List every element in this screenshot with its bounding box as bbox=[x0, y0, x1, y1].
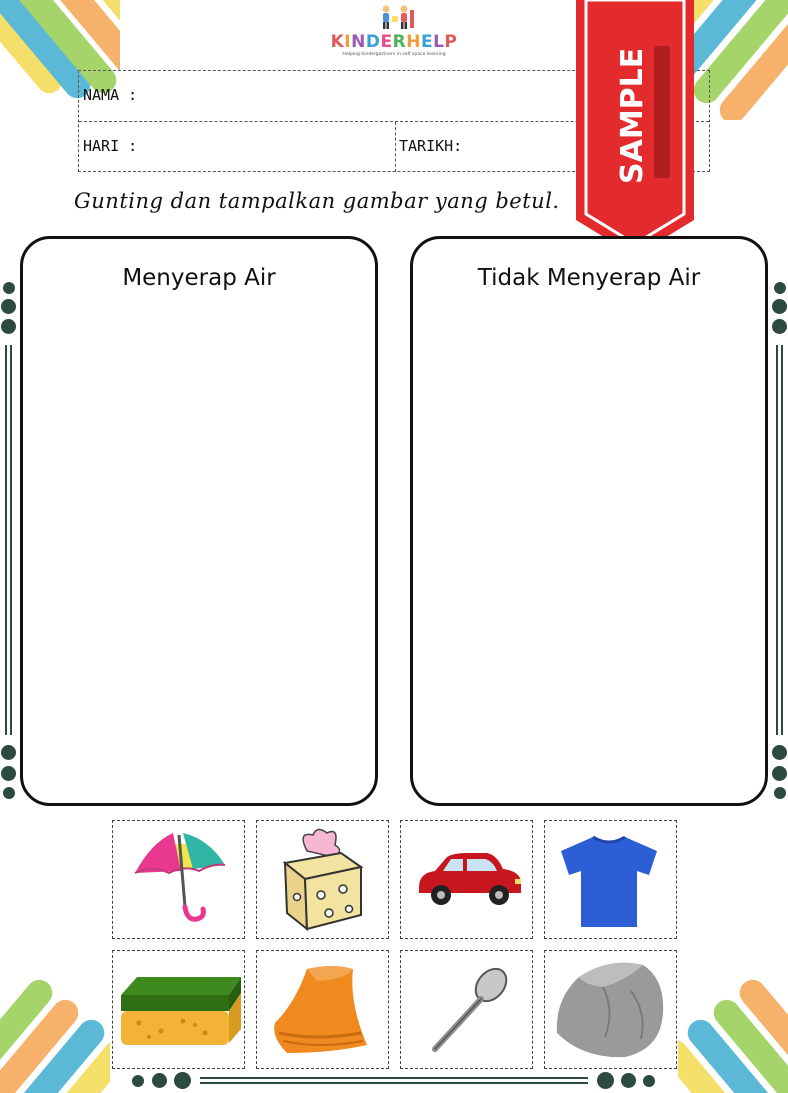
car-icon bbox=[401, 821, 531, 937]
sample-watermark-text: SAMPLE bbox=[615, 47, 650, 184]
category-box-does-not-absorb-water bbox=[410, 236, 768, 806]
kids-playing-icon bbox=[376, 4, 416, 30]
cutout-card[interactable] bbox=[544, 820, 677, 939]
corner-decoration-bottom-left bbox=[0, 963, 110, 1093]
cutout-card[interactable] bbox=[400, 820, 533, 939]
category-title: Menyerap Air bbox=[122, 265, 276, 291]
column-divider bbox=[395, 122, 396, 172]
towel-icon bbox=[257, 951, 387, 1067]
kinderhelp-logo bbox=[330, 4, 458, 62]
tissue-box-icon bbox=[257, 821, 387, 937]
date-label: TARIKH: bbox=[399, 137, 463, 155]
sample-watermark-banner bbox=[576, 0, 694, 256]
t-shirt-icon bbox=[545, 821, 675, 937]
logo-tagline: Helping kindergartners in self space learning bbox=[342, 52, 446, 57]
category-box-absorbs-water bbox=[20, 236, 378, 806]
name-label: NAMA : bbox=[83, 86, 138, 104]
category-title: Tidak Menyerap Air bbox=[477, 265, 701, 291]
spoon-icon bbox=[401, 951, 531, 1067]
cutout-card[interactable] bbox=[400, 950, 533, 1069]
rock-icon bbox=[545, 951, 675, 1067]
umbrella-icon bbox=[113, 821, 243, 937]
cutout-card[interactable] bbox=[112, 820, 245, 939]
logo-brand-text: KINDERHELP bbox=[330, 32, 458, 52]
cutout-card[interactable] bbox=[544, 950, 677, 1069]
cutout-card[interactable] bbox=[256, 950, 389, 1069]
instruction-text: Gunting dan tampalkan gambar yang betul. bbox=[74, 189, 560, 213]
day-label: HARI : bbox=[83, 137, 138, 155]
cutout-card[interactable] bbox=[112, 950, 245, 1069]
sponge-icon bbox=[113, 951, 243, 1067]
corner-decoration-bottom-right bbox=[678, 963, 788, 1093]
cutout-card[interactable] bbox=[256, 820, 389, 939]
